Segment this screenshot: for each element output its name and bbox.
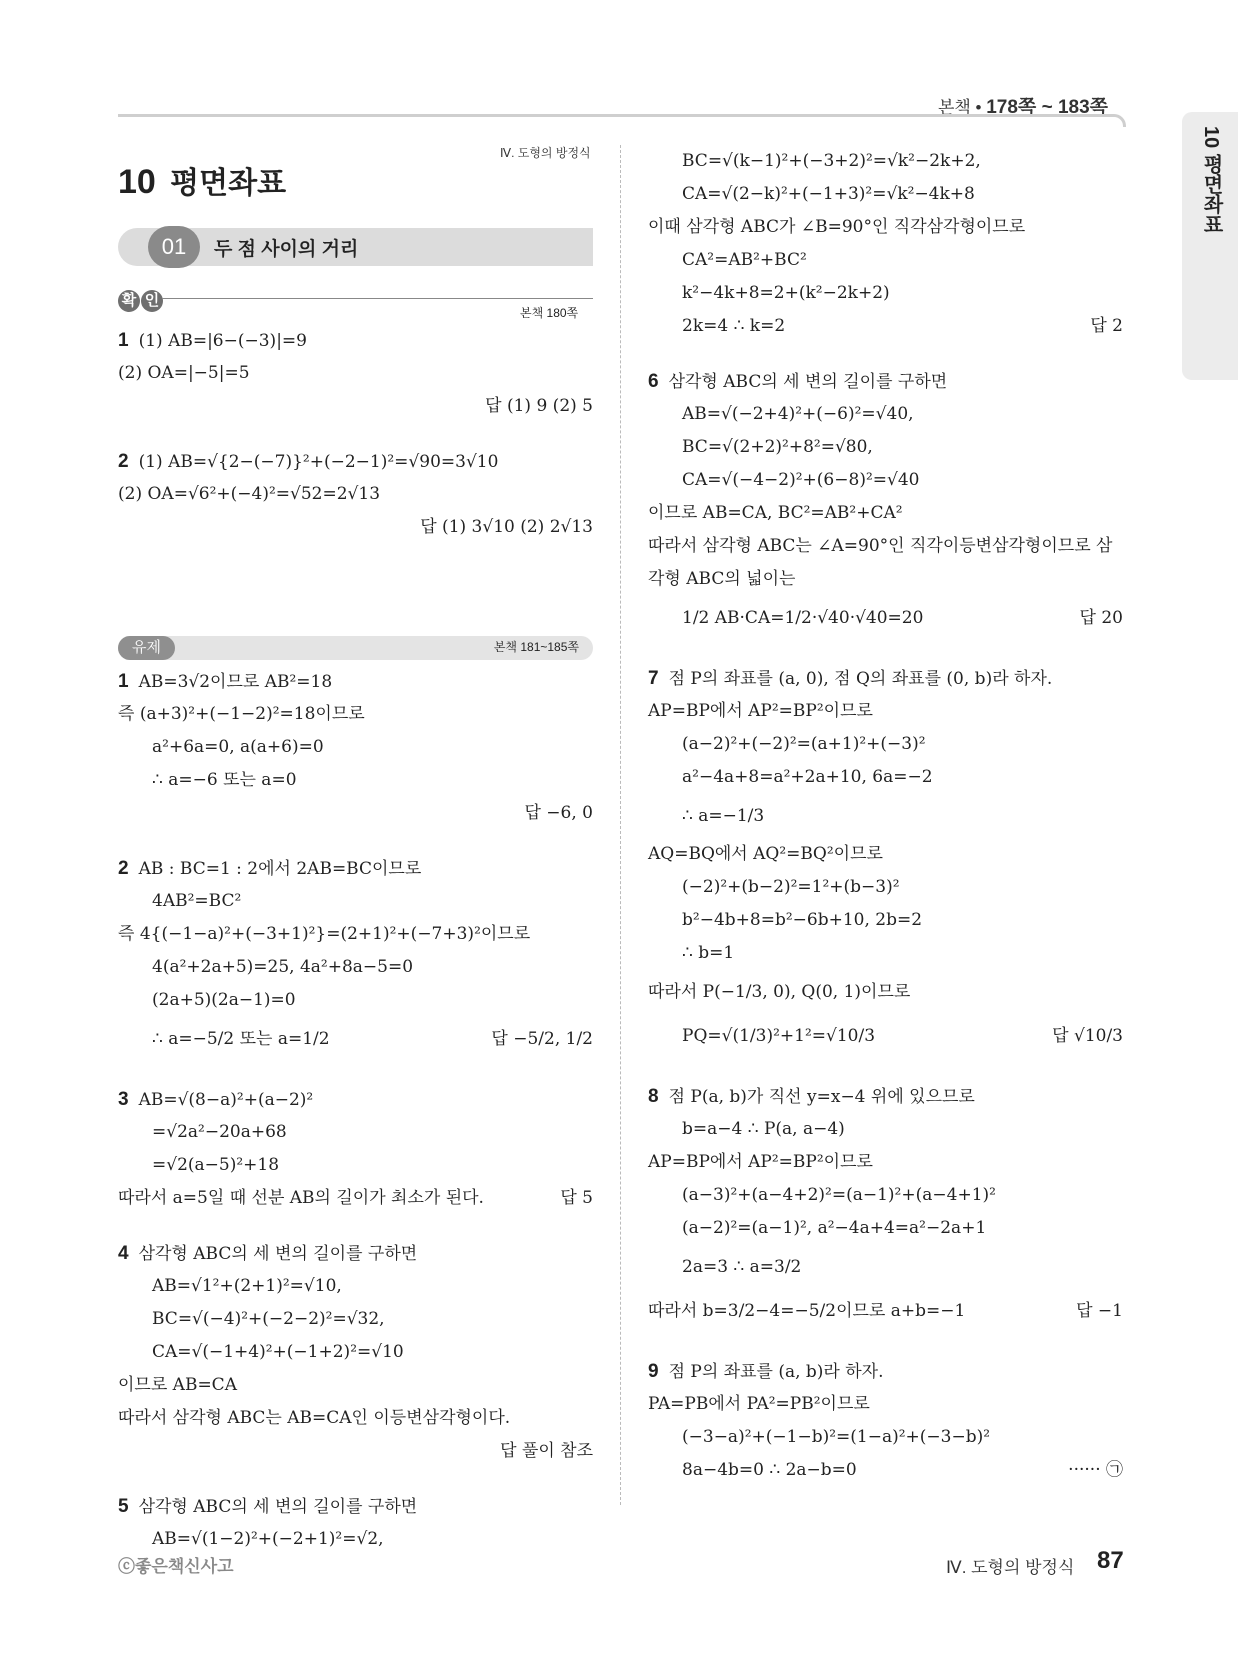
answer-inline: 답 −5/2, 1/2 bbox=[491, 1029, 593, 1049]
header-pages: 178쪽 ~ 183쪽 bbox=[986, 97, 1108, 118]
solution-line bbox=[648, 695, 1123, 728]
section-title: 두 점 사이의 거리 bbox=[214, 239, 359, 260]
answer-line: 답 (1) 3√10 (2) 2√13 bbox=[420, 517, 593, 537]
solution-line bbox=[648, 530, 1123, 563]
solution-text: PQ=√(1/3)²+1²=√10/3 bbox=[682, 1026, 876, 1046]
solution-text: (a−2)²=(a−1)², a²−4a+4=a²−2a+1 bbox=[682, 1218, 987, 1238]
solution-text: (1) AB=|6−(−3)|=9 bbox=[138, 331, 307, 351]
solution-text: CA=√(−1+4)²+(−1+2)²=√10 bbox=[152, 1342, 404, 1362]
column-divider bbox=[620, 145, 621, 1505]
solution-line bbox=[118, 1402, 593, 1435]
solution-text: (2a+5)(2a−1)=0 bbox=[152, 990, 296, 1010]
spacer bbox=[118, 610, 593, 632]
solution-text: b=a−4 ∴ P(a, a−4) bbox=[682, 1119, 845, 1139]
solution-line bbox=[648, 244, 1123, 277]
check-char-1: 확 bbox=[118, 290, 140, 312]
problem-number: 8 bbox=[648, 1086, 659, 1107]
answer-inline: ······ ㉠ bbox=[1068, 1460, 1123, 1480]
solution-text: a²−4a+8=a²+2a+10, 6a=−2 bbox=[682, 767, 933, 787]
solution-line bbox=[118, 1303, 593, 1336]
header-bullet-icon: • bbox=[975, 98, 987, 117]
solution-text: 1/2 AB·CA=1/2·√40·√40=20 bbox=[682, 608, 924, 628]
solution-line bbox=[118, 731, 593, 764]
solution-text: 4AB²=BC² bbox=[152, 891, 242, 911]
solution-line bbox=[648, 1014, 1123, 1058]
answer-inline: 답 2 bbox=[1090, 316, 1123, 336]
problem-number: 7 bbox=[648, 668, 659, 689]
breadcrumb: Ⅳ. 도형의 방정식 bbox=[500, 146, 591, 160]
check-reference: 본책 180쪽 bbox=[520, 306, 579, 320]
section-banner bbox=[118, 228, 593, 266]
solution-line bbox=[648, 1179, 1123, 1212]
left-column bbox=[118, 324, 593, 1556]
solution-line bbox=[648, 904, 1123, 937]
problem-number: 9 bbox=[648, 1361, 659, 1382]
solution-text: AB=√(1−2)²+(−2+1)²=√2, bbox=[152, 1529, 384, 1549]
solution-text: 이때 삼각형 ABC가 ∠B=90°인 직각삼각형이므로 bbox=[648, 217, 1026, 237]
answer-inline: 답 √10/3 bbox=[1052, 1026, 1123, 1046]
solution-text: (−3−a)²+(−1−b)²=(1−a)²+(−3−b)² bbox=[682, 1427, 991, 1447]
solution-line bbox=[648, 464, 1123, 497]
problem-number: 1 bbox=[118, 671, 129, 692]
solution-text: AP=BP에서 AP²=BP²이므로 bbox=[648, 1152, 873, 1172]
solution-text: CA=√(−4−2)²+(6−8)²=√40 bbox=[682, 470, 920, 490]
solution-line bbox=[118, 1149, 593, 1182]
solution-line bbox=[648, 563, 1123, 596]
check-char-2: 인 bbox=[141, 290, 163, 312]
solution-text: ∴ b=1 bbox=[682, 943, 735, 963]
spacer bbox=[118, 830, 593, 852]
solution-line bbox=[648, 365, 1123, 398]
problem-number: 5 bbox=[118, 1496, 129, 1517]
chapter-name: 평면좌표 bbox=[170, 167, 287, 200]
solution-text: 즉 (a+3)²+(−1−2)²=18이므로 bbox=[118, 704, 365, 724]
solution-text: =√2(a−5)²+18 bbox=[152, 1155, 280, 1175]
solution-text: PA=PB에서 PA²=PB²이므로 bbox=[648, 1394, 870, 1414]
spacer bbox=[118, 423, 593, 445]
solution-line bbox=[648, 596, 1123, 640]
solution-line bbox=[118, 885, 593, 918]
solution-text: BC=√(2+2)²+8²=√80, bbox=[682, 437, 873, 457]
check-label bbox=[118, 290, 164, 312]
chapter-number: 10 bbox=[118, 163, 156, 201]
solution-text: =√2a²−20a+68 bbox=[152, 1122, 287, 1142]
solution-line bbox=[118, 764, 593, 797]
solution-text: 따라서 삼각형 ABC는 ∠A=90°인 직각이등변삼각형이므로 삼 bbox=[648, 536, 1113, 556]
solution-line bbox=[648, 871, 1123, 904]
solution-line bbox=[648, 728, 1123, 761]
solution-line bbox=[118, 951, 593, 984]
problem-number: 6 bbox=[648, 371, 659, 392]
solution-line bbox=[648, 1080, 1123, 1113]
solution-line bbox=[118, 1237, 593, 1270]
solution-text: BC=√(−4)²+(−2−2)²=√32, bbox=[152, 1309, 385, 1329]
solution-text: ∴ a=−6 또는 a=0 bbox=[152, 770, 297, 790]
spacer bbox=[648, 640, 1123, 662]
solution-text: 따라서 b=3/2−4=−5/2이므로 a+b=−1 bbox=[648, 1301, 966, 1321]
problem-number: 2 bbox=[118, 858, 129, 879]
solution-text: 4(a²+2a+5)=25, 4a²+8a−5=0 bbox=[152, 957, 414, 977]
answer-inline: 답 −1 bbox=[1076, 1301, 1123, 1321]
solution-line bbox=[118, 1336, 593, 1369]
solution-text: (−2)²+(b−2)²=1²+(b−3)² bbox=[682, 877, 900, 897]
section-badge: 01 bbox=[148, 226, 200, 268]
solution-text: (2) OA=|−5|=5 bbox=[118, 363, 250, 383]
solution-text: AB=√1²+(2+1)²=√10, bbox=[152, 1276, 342, 1296]
answer-inline: 답 20 bbox=[1079, 608, 1123, 628]
answer-line: 답 (1) 9 (2) 5 bbox=[485, 396, 593, 416]
solution-line bbox=[648, 277, 1123, 310]
solution-text: 즉 4{(−1−a)²+(−3+1)²}=(2+1)²+(−7+3)²이므로 bbox=[118, 924, 531, 944]
solution-line bbox=[648, 1212, 1123, 1245]
solution-line bbox=[648, 1113, 1123, 1146]
solution-text: 따라서 P(−1/3, 0), Q(0, 1)이므로 bbox=[648, 982, 911, 1002]
solution-text: BC=√(k−1)²+(−3+2)²=√k²−2k+2, bbox=[682, 151, 981, 171]
solution-text: (1) AB=√{2−(−7)}²+(−2−1)²=√90=3√10 bbox=[138, 452, 499, 472]
solution-line bbox=[648, 794, 1123, 838]
solution-line bbox=[118, 1017, 593, 1061]
solution-text: 점 P(a, b)가 직선 y=x−4 위에 있으므로 bbox=[668, 1087, 975, 1107]
solution-line bbox=[648, 1388, 1123, 1421]
side-tab-label: 10 평면좌표 bbox=[1200, 126, 1222, 234]
solution-text: AB=3√2이므로 AB²=18 bbox=[138, 672, 333, 692]
solution-text: ∴ a=−5/2 또는 a=1/2 bbox=[152, 1029, 330, 1049]
solution-line bbox=[648, 937, 1123, 970]
spacer bbox=[118, 566, 593, 588]
solution-line bbox=[118, 445, 593, 478]
solution-line bbox=[648, 1289, 1123, 1333]
solution-line bbox=[648, 1146, 1123, 1179]
answer-line: 답 −6, 0 bbox=[524, 803, 593, 823]
solution-text: AB : BC=1 : 2에서 2AB=BC이므로 bbox=[138, 859, 422, 879]
check-rule bbox=[162, 298, 593, 299]
solution-text: 삼각형 ABC의 세 변의 길이를 구하면 bbox=[668, 372, 948, 392]
problem-number: 2 bbox=[118, 451, 129, 472]
answer-inline: 답 5 bbox=[560, 1188, 593, 1208]
solution-text: 2k=4 ∴ k=2 bbox=[682, 316, 786, 336]
solution-line bbox=[118, 984, 593, 1017]
problem-number: 1 bbox=[118, 330, 129, 351]
solution-text: 점 P의 좌표를 (a, b)라 하자. bbox=[668, 1362, 884, 1382]
solution-text: ∴ a=−1/3 bbox=[682, 806, 765, 826]
chapter-side-tab bbox=[1182, 112, 1238, 380]
solution-line bbox=[118, 357, 593, 390]
solution-line bbox=[118, 665, 593, 698]
page-number: 87 bbox=[1097, 1547, 1124, 1574]
solution-text: 점 P의 좌표를 (a, 0), 점 Q의 좌표를 (0, b)라 하자. bbox=[668, 669, 1053, 689]
solution-line bbox=[118, 478, 593, 511]
spacer bbox=[118, 588, 593, 610]
solution-line bbox=[648, 1421, 1123, 1454]
spacer bbox=[118, 544, 593, 566]
solution-line bbox=[118, 1270, 593, 1303]
solution-line bbox=[648, 1245, 1123, 1289]
solution-text: 각형 ABC의 넓이는 bbox=[648, 569, 796, 589]
solution-line bbox=[648, 761, 1123, 794]
solution-line bbox=[648, 1454, 1123, 1487]
spacer bbox=[648, 1058, 1123, 1080]
solution-text: 8a−4b=0 ∴ 2a−b=0 bbox=[682, 1460, 857, 1480]
solution-line bbox=[648, 211, 1123, 244]
solution-line bbox=[118, 918, 593, 951]
solution-text: 따라서 a=5일 때 선분 AB의 길이가 최소가 된다. bbox=[118, 1188, 484, 1208]
answer-line: 답 풀이 참조 bbox=[500, 1441, 593, 1461]
solution-text: (a−3)²+(a−4+2)²=(a−1)²+(a−4+1)² bbox=[682, 1185, 996, 1205]
solution-text: 이므로 AB=CA bbox=[118, 1375, 237, 1395]
solution-text: (a−2)²+(−2)²=(a+1)²+(−3)² bbox=[682, 734, 926, 754]
solution-line bbox=[118, 1490, 593, 1523]
solution-line bbox=[648, 431, 1123, 464]
solution-text: AQ=BQ에서 AQ²=BQ²이므로 bbox=[648, 844, 883, 864]
solution-line bbox=[118, 852, 593, 885]
solution-line bbox=[118, 1083, 593, 1116]
solution-text: CA=√(2−k)²+(−1+3)²=√k²−4k+8 bbox=[682, 184, 975, 204]
solution-line bbox=[648, 970, 1123, 1014]
chapter-title bbox=[118, 158, 286, 202]
solution-line bbox=[118, 1369, 593, 1402]
problem-number: 3 bbox=[118, 1089, 129, 1110]
spacer bbox=[118, 1061, 593, 1083]
solution-text: (2) OA=√6²+(−4)²=√52=2√13 bbox=[118, 484, 381, 504]
problem-number: 4 bbox=[118, 1243, 129, 1264]
top-rule bbox=[118, 114, 1126, 127]
solution-line bbox=[648, 145, 1123, 178]
spacer bbox=[118, 1468, 593, 1490]
solution-line bbox=[648, 398, 1123, 431]
solution-text: 삼각형 ABC의 세 변의 길이를 구하면 bbox=[138, 1497, 418, 1517]
solution-text: AP=BP에서 AP²=BP²이므로 bbox=[648, 701, 873, 721]
solution-text: CA²=AB²+BC² bbox=[682, 250, 807, 270]
solution-line bbox=[648, 310, 1123, 343]
solution-text: 삼각형 ABC의 세 변의 길이를 구하면 bbox=[138, 1244, 418, 1264]
solution-line bbox=[118, 324, 593, 357]
solution-line bbox=[118, 1182, 593, 1215]
solution-text: a²+6a=0, a(a+6)=0 bbox=[152, 737, 324, 757]
solution-line bbox=[648, 838, 1123, 871]
solution-text: b²−4b+8=b²−6b+10, 2b=2 bbox=[682, 910, 923, 930]
header-book-label: 본책 bbox=[937, 98, 971, 117]
spacer bbox=[118, 1215, 593, 1237]
spacer bbox=[648, 343, 1123, 365]
solution-text: AB=√(8−a)²+(a−2)² bbox=[138, 1090, 314, 1110]
solution-text: AB=√(−2+4)²+(−6)²=√40, bbox=[682, 404, 914, 424]
solution-line bbox=[118, 698, 593, 731]
solution-line bbox=[648, 662, 1123, 695]
yuje-label: 유제 bbox=[118, 636, 175, 660]
solution-text: 이므로 AB=CA, BC²=AB²+CA² bbox=[648, 503, 903, 523]
solution-text: k²−4k+8=2+(k²−2k+2) bbox=[682, 283, 890, 303]
yuje-reference: 본책 181~185쪽 bbox=[493, 640, 579, 654]
solution-line bbox=[648, 178, 1123, 211]
spacer bbox=[648, 1333, 1123, 1355]
yuje-header bbox=[118, 632, 593, 665]
right-column bbox=[648, 145, 1123, 1487]
solution-line bbox=[648, 1355, 1123, 1388]
publisher-logo: ⓒ좋은책신사고 bbox=[118, 1557, 234, 1576]
solution-line bbox=[118, 1116, 593, 1149]
solution-text: 2a=3 ∴ a=3/2 bbox=[682, 1257, 802, 1277]
solution-line bbox=[648, 497, 1123, 530]
solution-text: 따라서 삼각형 ABC는 AB=CA인 이등변삼각형이다. bbox=[118, 1408, 511, 1428]
footer-section: Ⅳ. 도형의 방정식 bbox=[946, 1558, 1075, 1577]
